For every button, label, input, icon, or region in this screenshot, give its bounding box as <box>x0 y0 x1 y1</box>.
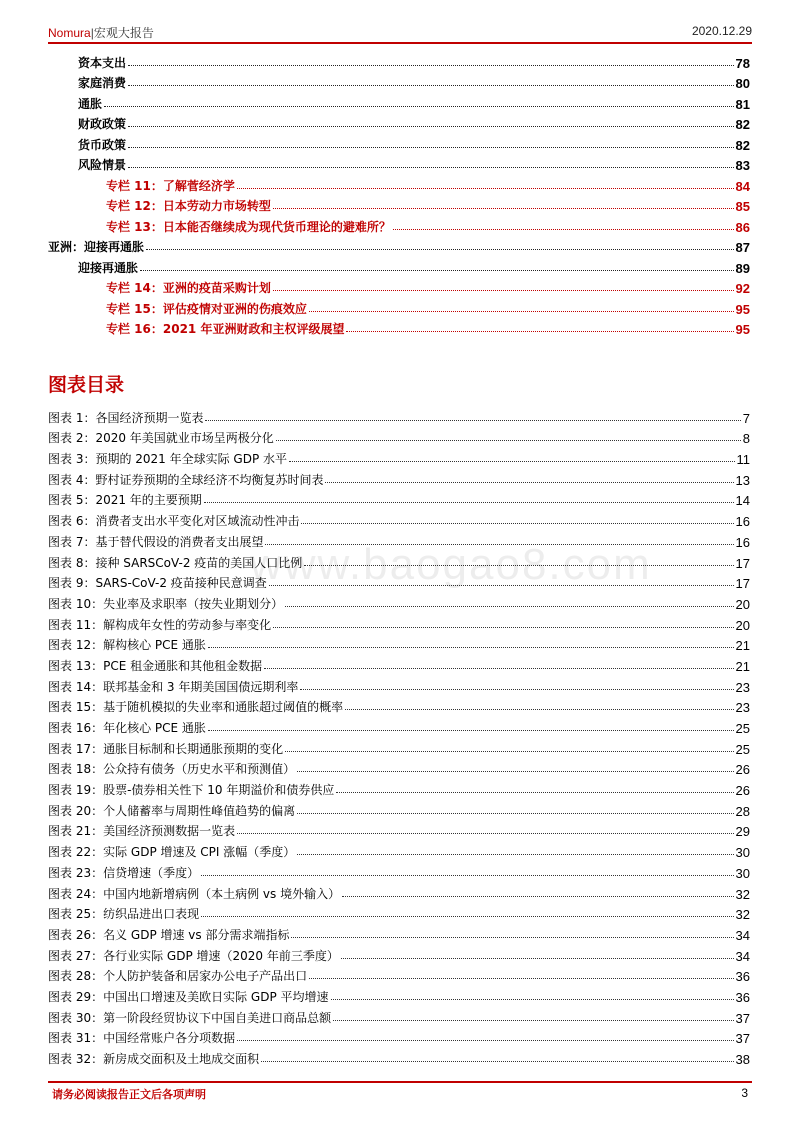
toc-entry-label: 财政政策 <box>78 117 127 131</box>
figure-entry-page: 34 <box>735 948 750 964</box>
figure-entry-page: 26 <box>735 762 750 778</box>
figure-entry-label: 图表 31：中国经常账户各分项数据 <box>48 1031 236 1046</box>
dot-leader <box>291 937 733 938</box>
figure-entry-label: 图表 21：美国经济预测数据一览表 <box>48 824 236 839</box>
figure-entry-label: 图表 32：新房成交面积及土地成交面积 <box>48 1052 260 1066</box>
brand-logo: Nomura <box>48 26 91 40</box>
watermark: www.baogao8.com <box>250 540 652 589</box>
figure-entry[interactable] <box>48 1046 750 1067</box>
dot-leader <box>204 502 734 503</box>
dot-leader <box>261 1061 733 1062</box>
figure-entry-page: 37 <box>735 1010 750 1026</box>
table-of-contents <box>48 50 750 337</box>
report-date: 2020.12.29 <box>691 24 752 38</box>
figure-entry[interactable] <box>48 591 750 612</box>
figure-entry[interactable] <box>48 426 750 447</box>
toc-entry[interactable] <box>48 296 750 317</box>
figure-entry-label: 图表 5：2021 年的主要预期 <box>48 493 202 508</box>
figure-entry-page: 21 <box>735 658 750 674</box>
dot-leader <box>273 627 733 628</box>
figure-entry-label: 图表 27：各行业实际 GDP 增速（2020 年前三季度） <box>48 948 339 963</box>
figure-entry[interactable] <box>48 798 750 819</box>
dot-leader <box>128 126 734 127</box>
figure-entry[interactable] <box>48 964 750 985</box>
figure-entry-label: 图表 19：股票-债券相关性下 10 年期溢价和债券供应 <box>48 783 335 798</box>
figure-entry-page: 25 <box>735 721 750 736</box>
figure-entry-label: 图表 18：公众持有债务（历史水平和预测值） <box>48 762 296 777</box>
figure-entry-label: 图表 10：失业率及求职率（按失业期划分） <box>48 596 284 611</box>
figure-entry-label: 图表 13：PCE 租金通胀和其他租金数据 <box>48 658 263 673</box>
toc-entry[interactable] <box>48 317 750 338</box>
figures-section-title: 图表目录 <box>48 374 125 396</box>
figure-entry-label: 图表 7：基于替代假设的消费者支出展望 <box>48 534 264 549</box>
toc-entry-label: 货币政策 <box>78 137 127 152</box>
figure-entry[interactable] <box>48 695 750 716</box>
dot-leader <box>128 65 734 66</box>
dot-leader <box>205 420 740 421</box>
figure-entry[interactable] <box>48 860 750 881</box>
toc-entry-page: 95 <box>735 322 750 337</box>
figure-entry[interactable] <box>48 715 750 736</box>
dot-leader <box>128 147 734 148</box>
figure-entry-page: 21 <box>735 638 750 654</box>
figure-entry-label: 图表 4：野村证券预期的全球经济不均衡复苏时间表 <box>48 472 324 487</box>
toc-entry-label: 专栏 15：评估疫情对亚洲的伤痕效应 <box>106 301 307 316</box>
figure-entry-page: 30 <box>735 845 750 861</box>
figure-entry-label: 图表 8：接种 SARSCoV-2 疫苗的美国人口比例 <box>48 555 303 570</box>
figure-entry-page: 29 <box>735 824 750 840</box>
figure-entry-label: 图表 1：各国经济预期一览表 <box>48 410 204 425</box>
toc-entry[interactable] <box>48 194 750 215</box>
figure-entry-label: 图表 30：第一阶段经贸协议下中国自美进口商品总额 <box>48 1010 332 1025</box>
figure-entry-label: 图表 11：解构成年女性的劳动参与率变化 <box>48 617 272 632</box>
figure-entry-label: 图表 26：名义 GDP 增速 vs 部分需求端指标 <box>48 927 290 942</box>
page-footer <box>48 1081 752 1101</box>
figure-entry-page: 20 <box>735 596 750 612</box>
figure-entry-label: 图表 20：个人储蓄率与周期性峰值趋势的偏离 <box>48 803 296 818</box>
toc-entry-label: 家庭消费 <box>78 76 127 90</box>
toc-entry-page: 81 <box>735 96 750 112</box>
dot-leader <box>300 689 733 690</box>
figure-entry-page: 17 <box>735 576 750 592</box>
figure-entry-page: 36 <box>735 969 750 985</box>
figure-entry-label: 图表 16：年化核心 PCE 通胀 <box>48 721 206 735</box>
figure-entry-page: 20 <box>735 617 750 633</box>
figure-entry-page: 16 <box>735 534 750 550</box>
figure-entry-label: 图表 17：通胀目标制和长期通胀预期的变化 <box>48 741 284 756</box>
figure-entry[interactable] <box>48 777 750 798</box>
toc-entry-label: 专栏 16：2021 年亚洲财政和主权评级展望 <box>106 322 345 336</box>
dot-leader <box>285 606 733 607</box>
toc-entry[interactable] <box>48 71 750 92</box>
figure-entry-label: 图表 24：中国内地新增病例（本土病例 vs 境外输入） <box>48 886 341 901</box>
toc-entry[interactable] <box>48 153 750 174</box>
figure-entry-page: 11 <box>736 452 750 468</box>
toc-entry[interactable] <box>48 235 750 256</box>
figure-entry[interactable] <box>48 922 750 943</box>
toc-entry-label: 迎接再通胀 <box>78 260 139 275</box>
dot-leader <box>345 709 733 710</box>
dot-leader <box>201 916 733 917</box>
figure-entry-page: 32 <box>735 907 750 923</box>
figure-entry-page: 7 <box>742 410 750 426</box>
figure-entry[interactable] <box>48 819 750 840</box>
figure-entry[interactable] <box>48 1026 750 1047</box>
page-header <box>48 22 752 44</box>
report-type: 宏观大报告 <box>93 26 154 40</box>
toc-entry-label: 专栏 14：亚洲的疫苗采购计划 <box>106 281 271 295</box>
figure-entry-label: 图表 29：中国出口增速及美欧日实际 GDP 平均增速 <box>48 989 329 1004</box>
dot-leader <box>325 482 733 483</box>
dot-leader <box>289 461 734 462</box>
figure-entry-page: 14 <box>735 493 750 509</box>
toc-entry-label: 专栏 11：了解菅经济学 <box>106 178 235 193</box>
dot-leader <box>346 331 733 332</box>
figure-entry-page: 26 <box>735 783 750 799</box>
dot-leader <box>128 167 734 168</box>
figure-entry-page: 38 <box>735 1052 750 1067</box>
dot-leader <box>393 229 734 230</box>
toc-entry[interactable] <box>48 276 750 297</box>
figure-entry[interactable] <box>48 488 750 509</box>
toc-entry[interactable] <box>48 91 750 112</box>
dot-leader <box>331 999 734 1000</box>
dot-leader <box>301 523 733 524</box>
toc-entry-page: 89 <box>735 260 750 276</box>
figure-entry-page: 23 <box>735 700 750 716</box>
dot-leader <box>273 208 734 209</box>
dot-leader <box>201 875 733 876</box>
brand <box>48 24 154 41</box>
figure-entry[interactable] <box>48 633 750 654</box>
figure-entry-page: 32 <box>735 886 750 902</box>
figure-entry-page: 17 <box>735 555 750 571</box>
figure-entry-label: 图表 14：联邦基金和 3 年期美国国债远期利率 <box>48 679 299 694</box>
figure-entry-page: 30 <box>735 865 750 881</box>
figures-list <box>48 405 750 1067</box>
disclaimer: 请务必阅读报告正文后各项声明 <box>52 1088 206 1101</box>
brand-separator: | <box>90 26 94 40</box>
figure-entry[interactable] <box>48 736 750 757</box>
figure-entry-label: 图表 9：SARS-CoV-2 疫苗接种民意调查 <box>48 576 267 591</box>
toc-entry[interactable] <box>48 112 750 133</box>
figure-entry-label: 图表 12：解构核心 PCE 通胀 <box>48 638 206 653</box>
figure-entry-page: 13 <box>735 472 750 488</box>
toc-entry-page: 82 <box>735 137 750 153</box>
dot-leader <box>264 668 733 669</box>
dot-leader <box>276 440 741 441</box>
figure-entry-page: 8 <box>742 431 750 447</box>
dot-leader <box>285 751 733 752</box>
figure-entry[interactable] <box>48 839 750 860</box>
toc-entry-label: 风险情景 <box>78 158 127 172</box>
figure-entry[interactable] <box>48 467 750 488</box>
figure-entry[interactable] <box>48 902 750 923</box>
toc-entry-page: 85 <box>735 199 750 214</box>
dot-leader <box>146 249 734 250</box>
toc-entry-page: 80 <box>735 76 750 91</box>
dot-leader <box>336 792 733 793</box>
toc-entry[interactable] <box>48 214 750 235</box>
toc-entry-page: 84 <box>735 178 750 194</box>
dot-leader <box>297 813 733 814</box>
figure-entry[interactable] <box>48 446 750 467</box>
figure-entry-label: 图表 6：消费者支出水平变化对区域流动性冲击 <box>48 514 300 529</box>
figure-entry[interactable] <box>48 943 750 964</box>
dot-leader <box>128 85 734 86</box>
toc-entry[interactable] <box>48 255 750 276</box>
dot-leader <box>237 188 734 189</box>
dot-leader <box>237 1040 733 1041</box>
figure-entry-page: 28 <box>735 803 750 819</box>
toc-entry-page: 95 <box>735 301 750 317</box>
dot-leader <box>208 647 734 648</box>
figure-entry-page: 16 <box>735 514 750 530</box>
figure-entry[interactable] <box>48 508 750 529</box>
figure-entry-label: 图表 23：信贷增速（季度） <box>48 865 200 880</box>
dot-leader <box>273 290 734 291</box>
toc-entry-page: 92 <box>735 281 750 296</box>
toc-entry[interactable] <box>48 173 750 194</box>
dot-leader <box>309 311 734 312</box>
figure-entry[interactable] <box>48 757 750 778</box>
dot-leader <box>309 978 733 979</box>
toc-entry-label: 通胀 <box>78 96 103 111</box>
figure-entry-label: 图表 25：纺织品进出口表现 <box>48 907 200 922</box>
toc-entry[interactable] <box>48 50 750 71</box>
figure-entry-label: 图表 22：实际 GDP 增速及 CPI 涨幅（季度） <box>48 845 296 860</box>
toc-entry-page: 87 <box>735 240 750 255</box>
figure-entry[interactable] <box>48 1005 750 1026</box>
figure-entry[interactable] <box>48 405 750 426</box>
toc-entry-label: 资本支出 <box>78 55 127 70</box>
toc-entry-label: 专栏 12：日本劳动力市场转型 <box>106 199 271 213</box>
figure-entry-page: 37 <box>735 1031 750 1047</box>
toc-entry[interactable] <box>48 132 750 153</box>
dot-leader <box>104 106 734 107</box>
figure-entry-label: 图表 3：预期的 2021 年全球实际 GDP 水平 <box>48 452 288 467</box>
dot-leader <box>237 833 733 834</box>
toc-entry-page: 78 <box>735 55 750 71</box>
figure-entry[interactable] <box>48 612 750 633</box>
figure-entry[interactable] <box>48 674 750 695</box>
figure-entry-page: 34 <box>735 927 750 943</box>
figure-entry-label: 图表 2：2020 年美国就业市场呈两极分化 <box>48 431 274 446</box>
figure-entry[interactable] <box>48 984 750 1005</box>
figure-entry-label: 图表 28：个人防护装备和居家办公电子产品出口 <box>48 969 308 984</box>
dot-leader <box>341 958 734 959</box>
figure-entry-page: 25 <box>735 741 750 757</box>
dot-leader <box>140 270 734 271</box>
toc-entry-page: 86 <box>735 219 750 235</box>
toc-entry-page: 83 <box>735 158 750 173</box>
figure-entry[interactable] <box>48 653 750 674</box>
dot-leader <box>297 771 733 772</box>
figure-entry[interactable] <box>48 881 750 902</box>
toc-entry-label: 亚洲：迎接再通胀 <box>48 240 145 254</box>
dot-leader <box>208 730 734 731</box>
dot-leader <box>342 896 733 897</box>
dot-leader <box>333 1020 733 1021</box>
page-number: 3 <box>741 1086 748 1100</box>
toc-entry-page: 82 <box>735 117 750 132</box>
toc-entry-label: 专栏 13：日本能否继续成为现代货币理论的避难所？ <box>106 219 391 234</box>
figure-entry-page: 23 <box>735 679 750 695</box>
figure-entry-label: 图表 15：基于随机模拟的失业率和通胀超过阈值的概率 <box>48 700 344 715</box>
dot-leader <box>297 854 733 855</box>
figure-entry-page: 36 <box>735 989 750 1005</box>
